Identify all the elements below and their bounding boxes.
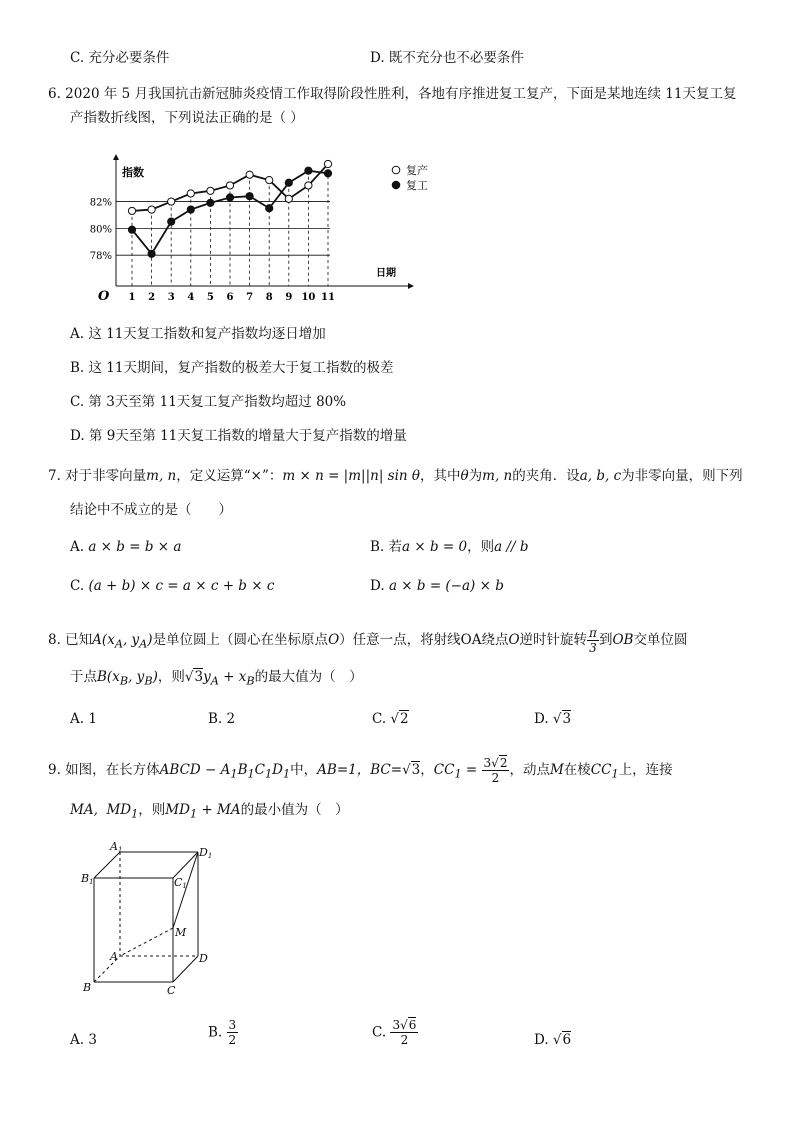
legend-label-fugong: 复工 [406,179,428,192]
q9-stem-mid3: 在棱 [563,762,591,778]
q8-sub: A [210,674,219,688]
q9-option-c-label: C. [372,1024,387,1041]
q9-cuboid-figure [78,840,228,1000]
q9-line2-mid: ，则 [138,802,166,818]
q7-option-b-label: B. 若 [370,539,403,555]
q9-frac-rad: 2 [499,756,508,770]
q8-angle-fraction [587,626,599,655]
q9-option-b [208,1018,238,1047]
q8-sub: B [144,674,153,688]
q9-bc-rad: 3 [411,762,421,778]
q8-stem-line1 [48,626,687,655]
q7-option-b-expr2: a // b [494,539,529,555]
q7-stem-mid1: ，定义运算“×”： [176,468,283,484]
fugong-point-day-3 [168,218,175,225]
edge-a1b1 [94,852,120,878]
q9-line2-md: MD [106,802,132,818]
q8-expr-x: + x [218,669,247,685]
x-axis-arrow [408,283,414,289]
segment-md1 [173,852,198,928]
q7-stem-mid2: ，其中 [420,468,461,484]
q9-sub: 1 [230,767,238,781]
q9-sub: 1 [611,767,619,781]
q8-line2-prefix: 于点 [70,669,97,685]
q9-box-d: D [272,762,283,778]
x-tick-label: 8 [265,292,273,303]
q7-stem-line1 [48,466,743,486]
q8-stem-mid2: ）任意一点，将射线OA绕点 [339,632,509,648]
q9-option-b-num: 3 [228,1018,237,1032]
q8-option-d-label: D. [534,711,549,727]
label-c1: C1 [174,876,187,890]
q8-point-b: B(x [97,669,120,685]
q6-stem-line2: 产指数折线图，下列说法正确的是（ ） [70,110,304,126]
q7-option-b-mid: ，则 [467,539,495,555]
q7-mn-2: m, n [482,468,513,484]
q9-line2-expr: MD [165,802,190,818]
q9-line2-plus: + MA [197,802,241,818]
fuchan-point-day-10 [305,182,312,189]
y-tick-label: 80% [90,224,112,236]
q7-abc: a, b, c [579,468,622,484]
q9-comma: ， [420,762,434,778]
q8-option-a: A. 1 [70,711,97,727]
q7-option-b-expr1: a × b = 0 [402,539,468,555]
q8-stem-mid4: 到 [598,632,613,648]
q8-close: ) [152,669,158,685]
q6-option-d: D. 第 9天至第 11天复工指数的增量大于复产指数的增量 [70,428,407,444]
q9-sub: 1 [247,767,255,781]
q9-box-b: B [237,762,248,778]
q7-stem-line2: 结论中不成立的是（ ） [70,502,232,518]
fugong-point-day-6 [226,194,233,201]
q8-stem-mid3: 逆时针旋转 [519,632,588,648]
origin-label: O [98,289,110,304]
q9-stem-prefix: 9. 如图，在长方体 [48,762,160,778]
q8-o: O [508,632,520,648]
label-a1: A1 [110,840,123,854]
q8-sub: A [114,637,123,651]
x-tick-label: 2 [148,292,156,303]
q9-sub: 1 [454,767,462,781]
q8-option-d: D. √3 [534,711,572,727]
q8-line2-suffix: 的最大值为（ ） [254,669,363,685]
x-tick-label: 4 [187,292,195,303]
label-b: B [83,981,92,994]
x-tick-label: 11 [321,292,335,303]
edge-cd [173,956,198,982]
fuchan-point-day-4 [187,190,194,197]
q8-stem-prefix: 8. 已知 [48,632,93,648]
q7-option-a-label: A. [70,539,85,555]
q9-option-b-label: B. [208,1024,223,1041]
x-tick-label: 3 [167,292,175,303]
q9-cc-fraction: $\frac{3√2}{2}$ [483,756,508,785]
fugong-point-day-8 [266,205,273,212]
q7-mn: m, n [146,468,177,484]
q8-comma-y: , y [128,669,145,685]
q9-frac-num: 3 [483,756,492,770]
q5-option-d: D. 既不充分也不必要条件 [370,50,524,66]
q8-stem-mid1: 是单位圆上（圆心在坐标原点 [152,632,329,648]
label-d: D [199,952,208,965]
fuchan-point-day-7 [246,171,253,178]
q9-cc: CC [433,762,455,778]
q9-sub: 1 [189,807,198,821]
label-b1: B1 [81,872,94,886]
q8-comma-y: , y [122,632,140,648]
q7-option-d-expr: a × b = (−a) × b [388,578,504,594]
q8-pi: π [589,626,597,640]
q8-option-b: B. 2 [208,711,236,727]
q7-option-a-expr: a × b = b × a [88,539,182,555]
label-c: C [167,984,176,997]
q7-option-c [70,576,274,596]
q7-stem-prefix: 7. 对于非零向量 [48,468,147,484]
q7-stem-mid4: 的夹角．设 [512,468,580,484]
q7-option-c-expr: (a + b) × c = a × c + b × c [88,578,275,594]
q9-stem-mid4: 上，连接 [618,762,673,778]
q8-sub: B [246,674,255,688]
q8-line2-mid: ，则 [157,669,185,685]
q9-bc: BC= [370,762,403,778]
x-tick-label: 10 [301,292,316,303]
q9-option-c-fraction: $\frac{3√6}{2}$ [392,1018,417,1047]
fuchan-point-day-2 [148,206,155,213]
q8-option-c-rad: 2 [400,711,409,727]
q7-theta: θ [460,468,469,484]
q9-line2-suffix: 的最小值为（ ） [240,802,349,818]
q8-close: ) [147,632,153,648]
q9-stem-line2 [70,800,349,825]
fugong-point-day-10 [305,167,312,174]
q9-box-c: C [254,762,265,778]
q9-option-d-rad: 6 [562,1032,572,1048]
q9-stem-mid2: ，动点 [509,762,550,778]
q9-option-c [372,1018,418,1047]
x-tick-label: 9 [285,292,293,303]
q9-sub: 1 [265,767,273,781]
segment-ma [120,928,173,956]
q8-three: 3 [589,641,597,655]
q9-cc: CC [590,762,612,778]
q8-stem-mid5: 交单位圆 [633,632,688,648]
q6-option-c: C. 第 3天至第 11天复工复产指数均超过 80% [70,394,347,410]
y-tick-label: 82% [90,197,112,209]
fuchan-point-day-9 [285,195,292,202]
q9-box: ABCD − A [159,762,231,778]
label-m: M [175,926,187,939]
q8-option-c: C. √2 [372,711,409,727]
q5-option-c: C. 充分必要条件 [70,50,170,66]
fuchan-point-day-8 [266,176,273,183]
label-a: A [110,950,118,963]
q8-ob: OB [612,632,634,648]
legend-marker-fugong [392,181,400,189]
q8-point-a: A(x [92,632,115,648]
q8-option-c-label: C. [372,711,387,727]
q9-stem-line1: 9. 如图，在长方体ABCD − $A_1B_1C_1D_1$中，AB=1，BC=√3，$CC_1$ = $\frac{3√2}{2}$ ，动点M在棱$CC_1$上，连接 [48,756,673,785]
q6-option-a: A. 这 11天复工指数和复产指数均逐日增加 [70,326,326,342]
q9-ab: AB=1， [317,762,371,778]
fugong-point-day-1 [128,226,135,233]
x-tick-label: 6 [226,292,234,303]
q9-option-d: D. √6 [534,1032,572,1048]
legend-label-fuchan: 复产 [406,164,428,177]
q8-sqrt3: 3 [194,669,204,685]
q7-definition: m × n = |m||n| sin θ [282,468,421,484]
y-axis-arrow [113,154,119,160]
y-axis-label: 指数 [122,166,144,179]
fuchan-point-day-11 [324,160,331,167]
q9-option-b-den: 2 [228,1033,237,1047]
q6-option-b: B. 这 11天期间，复产指数的极差大于复工指数的极差 [70,360,394,376]
q6-stem-line1: 6. 2020 年 5 月我国抗击新冠肺炎疫情工作取得阶段性胜利，各地有序推进复工复产，下面是某地连续 11天复工复 [48,86,737,102]
fugong-point-day-2 [148,250,155,257]
q8-stem-line2: 于点$B(x_B$, $y_B$)，则$√3y_A + x_B$的最大值为（ ） [70,669,363,688]
q9-m: M [549,762,564,778]
q9-option-d-label: D. [534,1032,549,1048]
q6-line-chart [90,150,450,310]
x-tick-label: 1 [128,292,136,303]
q7-option-b [370,537,528,557]
q8-sub: B [119,674,129,688]
q9-option-c-pre: 3 [392,1018,401,1032]
fugong-point-day-7 [246,193,253,200]
q7-option-a [70,537,181,557]
fuchan-point-day-5 [207,187,214,194]
q9-eq: = [461,762,482,778]
q8-expr-y: y [203,669,211,685]
q7-option-d [370,576,504,596]
q9-frac-den: 2 [491,771,500,785]
x-axis-label: 日期 [376,268,396,279]
x-tick-label: 7 [246,292,254,303]
q8-sub: A [139,637,148,651]
q8-option-d-rad: 3 [562,711,572,727]
q8-o: O [328,632,340,648]
fugong-point-day-4 [187,206,194,213]
q7-stem-mid3: 为 [468,468,483,484]
fuchan-point-day-3 [168,198,175,205]
q9-option-a: A. 3 [70,1032,97,1048]
fuchan-point-day-1 [128,207,135,214]
label-d1: D1 [199,846,213,860]
fugong-point-day-5 [207,199,214,206]
q7-stem-mid5: 为非零向量，则下列 [621,468,743,484]
q9-option-b-fraction [227,1018,239,1047]
q9-sub: 1 [283,767,291,781]
q9-option-c-den: 2 [400,1033,409,1047]
q9-option-c-rad: 6 [408,1018,417,1032]
legend-marker-fuchan [392,166,400,174]
q9-stem-mid1: 中， [290,762,318,778]
q7-option-d-label: D. [370,578,385,594]
x-tick-label: 5 [206,292,214,303]
fuchan-point-day-6 [226,182,233,189]
fugong-point-day-9 [285,179,292,186]
y-tick-label: 78% [90,251,112,263]
q7-option-c-label: C. [70,578,85,594]
fugong-point-day-11 [324,170,331,177]
q9-line2-ma: MA, [70,802,98,818]
q9-sub: 1 [131,807,139,821]
